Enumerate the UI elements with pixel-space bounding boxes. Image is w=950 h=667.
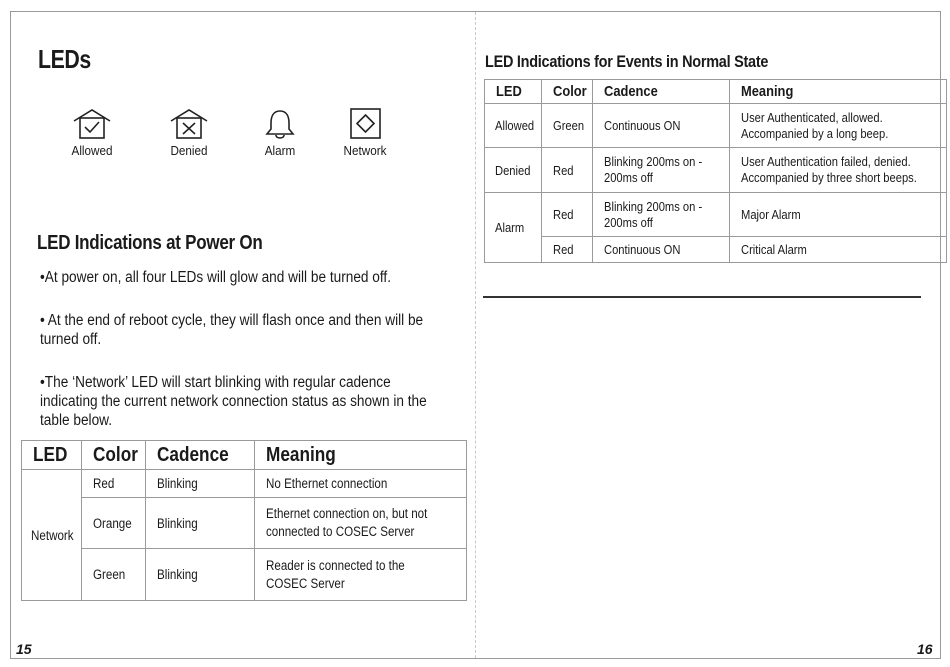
column-header: Meaning xyxy=(266,443,336,466)
meaning-cell: User Authentication failed, denied. Accompanied by three short beeps. xyxy=(740,154,917,185)
page-number: 15 xyxy=(16,641,32,657)
meaning-cell: Major Alarm xyxy=(740,207,801,222)
event-led-table xyxy=(484,79,947,263)
house-check-icon xyxy=(72,108,112,140)
meaning-cell: Ethernet connection on, but not connected to COSEC Server xyxy=(266,506,428,539)
led-cell: Alarm xyxy=(495,220,525,235)
meaning-cell: Reader is connected to the COSEC Server xyxy=(266,557,405,591)
paragraph: •The ‘Network’ LED will start blinking with regular cadence indicating the current network connection status as shown in the table below. xyxy=(40,374,427,429)
led-cell: Denied xyxy=(495,162,531,178)
alarm-led xyxy=(235,108,325,158)
cadence-cell: Continuous ON xyxy=(603,242,681,257)
color-cell: Red xyxy=(92,476,114,491)
led-cell: Allowed xyxy=(495,118,535,133)
column-header: Cadence xyxy=(603,83,658,100)
cadence-cell: Blinking xyxy=(156,515,198,531)
led-cell: Network xyxy=(31,527,74,543)
column-header: Meaning xyxy=(740,83,794,100)
icon-label: Network xyxy=(343,143,387,158)
color-cell: Green xyxy=(92,567,125,582)
color-cell: Red xyxy=(552,242,574,257)
cadence-cell: Blinking 200ms on - 200ms off xyxy=(603,154,702,185)
table-row xyxy=(22,470,467,498)
color-cell: Red xyxy=(552,207,574,222)
color-cell: Orange xyxy=(92,515,132,531)
table-row xyxy=(22,549,467,601)
page-divider xyxy=(475,12,476,658)
column-header: LED xyxy=(33,443,68,466)
denied-led xyxy=(144,108,234,158)
allowed-led xyxy=(47,108,137,158)
cadence-cell: Blinking xyxy=(156,476,198,491)
horizontal-rule xyxy=(483,296,921,298)
house-x-icon xyxy=(169,108,209,140)
table-row xyxy=(485,148,947,193)
column-header: Color xyxy=(92,443,138,466)
page-number: 16 xyxy=(917,641,933,657)
diamond-network-icon xyxy=(345,108,385,140)
meaning-cell: User Authenticated, allowed. Accompanied by a long beep. xyxy=(740,109,889,141)
column-header: LED xyxy=(496,83,522,100)
paragraph: •At power on, all four LEDs will glow and will be turned off. xyxy=(40,269,392,286)
network-led-table xyxy=(21,440,467,601)
icon-label: Allowed xyxy=(71,143,113,158)
table-row xyxy=(485,237,947,263)
bell-icon xyxy=(260,108,300,140)
color-cell: Green xyxy=(552,118,584,133)
section-heading: LED Indications for Events in Normal State xyxy=(485,52,769,71)
icon-label: Denied xyxy=(170,143,208,158)
cadence-cell: Blinking 200ms on - 200ms off xyxy=(603,198,702,230)
network-led xyxy=(320,108,410,158)
meaning-cell: No Ethernet connection xyxy=(266,476,388,491)
table-row xyxy=(485,104,947,148)
table-row xyxy=(485,193,947,237)
paragraph: • At the end of reboot cycle, they will flash once and then will be turned off. xyxy=(40,312,424,348)
icon-label: Alarm xyxy=(264,143,296,158)
table-row xyxy=(22,498,467,549)
color-cell: Red xyxy=(552,162,574,178)
cadence-cell: Continuous ON xyxy=(603,118,681,133)
column-header: Color xyxy=(552,83,587,100)
meaning-cell: Critical Alarm xyxy=(740,242,807,257)
column-header: Cadence xyxy=(156,443,229,466)
page-title: LEDs xyxy=(38,44,91,74)
section-heading: LED Indications at Power On xyxy=(37,232,263,254)
table-header-row xyxy=(22,441,467,470)
table-header-row xyxy=(485,80,947,104)
cadence-cell: Blinking xyxy=(156,567,198,582)
